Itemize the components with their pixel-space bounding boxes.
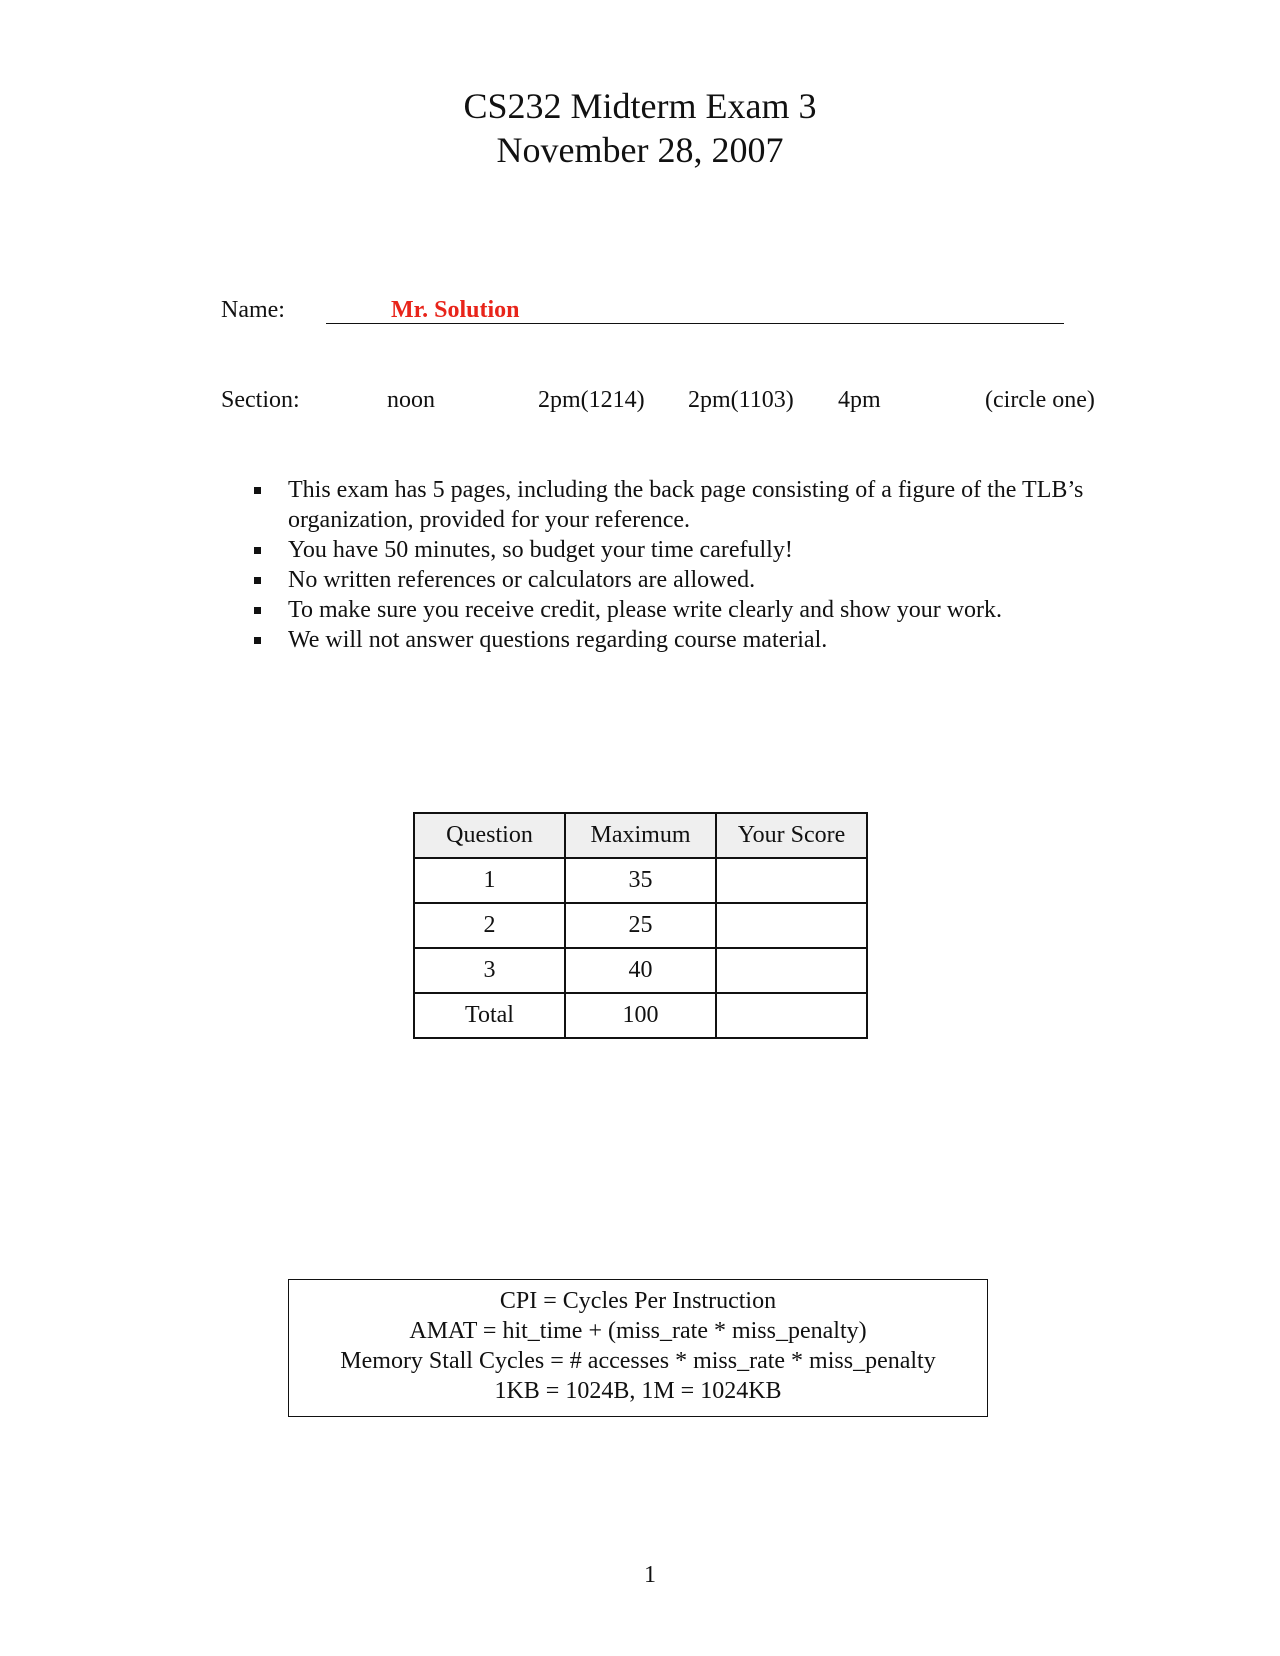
cell-maximum: 35 <box>565 858 716 903</box>
formula-line: 1KB = 1024B, 1M = 1024KB <box>494 1378 782 1404</box>
section-label: Section: <box>221 387 300 413</box>
instruction-item: You have 50 minutes, so budget your time carefully! <box>250 535 1150 565</box>
score-table <box>413 812 868 1039</box>
cell-question: 2 <box>414 903 565 948</box>
cell-question: Total <box>414 993 565 1038</box>
section-option-2pm-1103: 2pm(1103) <box>688 387 794 413</box>
name-label: Name: <box>221 297 285 323</box>
section-option-2pm-1214: 2pm(1214) <box>538 387 645 413</box>
instruction-item: To make sure you receive credit, please write clearly and show your work. <box>250 595 1150 625</box>
table-row <box>414 948 867 993</box>
instruction-item: No written references or calculators are allowed. <box>250 565 1150 595</box>
cell-score <box>716 993 867 1038</box>
table-row-total <box>414 993 867 1038</box>
instruction-item: We will not answer questions regarding course material. <box>250 625 1150 655</box>
table-row <box>414 903 867 948</box>
formula-line: AMAT = hit_time + (miss_rate * miss_penalty) <box>409 1318 867 1344</box>
cell-question: 3 <box>414 948 565 993</box>
formula-line: Memory Stall Cycles = # accesses * miss_rate * miss_penalty <box>340 1348 936 1374</box>
name-value: Mr. Solution <box>391 297 520 323</box>
exam-date: November 28, 2007 <box>496 130 784 170</box>
exam-title: CS232 Midterm Exam 3 <box>463 86 817 126</box>
formula-box <box>288 1279 988 1417</box>
header-maximum: Maximum <box>565 813 716 858</box>
table-row <box>414 858 867 903</box>
cell-score <box>716 858 867 903</box>
section-option-4pm: 4pm <box>838 387 881 413</box>
cell-score <box>716 948 867 993</box>
cell-score <box>716 903 867 948</box>
page-number: 1 <box>644 1562 656 1588</box>
cell-maximum: 100 <box>565 993 716 1038</box>
formula-line: CPI = Cycles Per Instruction <box>499 1288 777 1314</box>
section-option-noon: noon <box>387 387 435 413</box>
header-question: Question <box>414 813 565 858</box>
score-table-header <box>414 813 867 858</box>
cell-question: 1 <box>414 858 565 903</box>
section-hint: (circle one) <box>985 387 1095 413</box>
cell-maximum: 40 <box>565 948 716 993</box>
header-your-score: Your Score <box>716 813 867 858</box>
cell-maximum: 25 <box>565 903 716 948</box>
instruction-item: This exam has 5 pages, including the back page consisting of a figure of the TLB’s organization, provided for your reference. <box>250 475 1150 535</box>
instructions-list <box>250 475 1150 655</box>
